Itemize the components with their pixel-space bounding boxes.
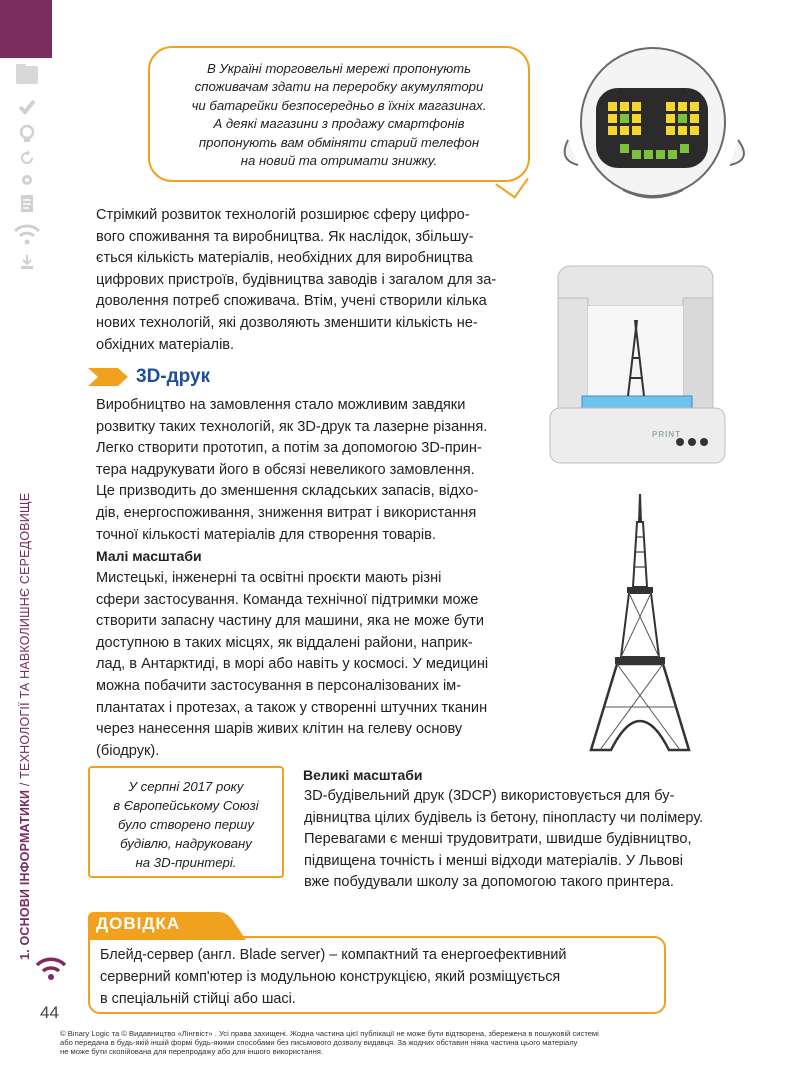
info-speech-bubble [148, 46, 530, 182]
intro-line: вого споживання та виробництва. Як наслідок, збільшу- [96, 228, 474, 245]
small-scale-line: Мистецькі, інженерні та освітні проєкти мають різні [96, 570, 442, 586]
intro-line: цифрових пристроїв, будівництва заводів і загалом для за- [96, 271, 497, 288]
intro-line: обхідних матеріалів. [96, 336, 235, 353]
bubble-line: на новий та отримати знижку. [240, 153, 438, 169]
large-scale-line: вже побудували школу за допомогою такого принтера. [304, 874, 674, 891]
note-line: на 3D-принтері. [135, 855, 237, 870]
intro-line: доволення потреб споживача. Втім, учені створили кілька [96, 293, 487, 310]
eiffel-tower-image [585, 492, 695, 759]
reference-box [88, 936, 666, 1014]
small-scale-line: лад, в Антарктиді, в морі або навіть у космосі. У медицині [96, 656, 489, 673]
small-scale-line: сфери застосування. Команда технічної підтримки може [96, 591, 479, 608]
intro-line: нових технологій, які дозволяють зменшити кількість не- [96, 314, 478, 331]
bubble-line: чи батарейки безпосередньо в їхніх магазинах. [191, 97, 487, 113]
bubble-line: А деякі магазини з продажу смартфонів [213, 116, 465, 132]
reference-line: Блейд-сервер (англ. Blade server) – компактний та енергоефективний [100, 947, 567, 963]
large-scale-line: 3D-будівельний друк (3DCP) використовується для бу- [304, 788, 675, 804]
chapter-title-vertical [18, 493, 32, 960]
reference-line: серверний комп'ютер із модульною конструкцією, який розміщується [100, 969, 561, 985]
note-line: в Європейському Союзі [113, 798, 259, 813]
note-line: було створено першу [118, 817, 254, 832]
small-scale-heading: Малі масштаби [96, 548, 202, 564]
footer-line: або передана в будь-якій іншій формі будь-якими способами без письмового дозволу видавця. За жодних обставин ніяка частина цього матеріалу [60, 1038, 578, 1047]
chapter-title-rest: / ТЕХНОЛОГІЇ ТА НАВКОЛИШНЄ СЕРЕДОВИЩЕ [18, 492, 32, 790]
small-scale-line: створити запасну частину для машини, яка не може бути [96, 613, 485, 630]
reference-title: ДОВІДКА [96, 914, 181, 933]
bulb-icon [12, 124, 42, 147]
footer-line: © Binary Logic та © Видавництво «Лінгвіст» . Усі права захищені. Жодна частина цієї публікації не може бути відтворена, збережена в пошуковій системі [60, 1029, 599, 1038]
small-scale-line: через нанесення шарів живих клітин на гелеву основу [96, 721, 463, 738]
page-number: 44 [40, 1003, 59, 1022]
note-line: будівлю, надруковану [120, 836, 252, 851]
section-line: розвитку таких технологій, як 3D-друк та лазерне різання. [96, 418, 488, 435]
refresh-icon [12, 150, 42, 169]
section-line: Легко створити прототип, а потім за допомогою 3D-прин- [96, 440, 482, 457]
section-line: Це призводить до зменшення складських запасів, відхо- [96, 483, 479, 500]
small-scale-line: плантатах і протезах, а також у створенні штучних тканин [96, 699, 488, 716]
intro-line: ється кількість матеріалів, необхідних для виробництва [96, 250, 473, 267]
bubble-line: споживачам здати на переробку акумулятори [194, 79, 484, 95]
copyright-footer [60, 1029, 750, 1056]
download-icon [12, 254, 42, 273]
section-arrow-icon [88, 368, 130, 386]
large-scale-heading: Великі масштаби [303, 767, 423, 783]
check-icon [12, 98, 42, 119]
section-line: дів, енергоспоживання, зниження витрат і використання [96, 504, 477, 521]
small-scale-paragraph [96, 568, 526, 762]
small-scale-line: (біодрук). [96, 742, 160, 759]
large-scale-line: Перевагами є менші трудовитрати, швидше будівництво, [304, 831, 692, 848]
wifi-logo-icon [34, 955, 68, 986]
printer-label: PRINT [652, 430, 681, 439]
section-3d-paragraph [96, 395, 526, 546]
chapter-corner-tab [0, 0, 52, 58]
footer-line: не може бути скопійована для перепродажу або для іншого використання. [60, 1047, 323, 1056]
small-scale-line: можна побачити застосування в персоналізованих ім- [96, 677, 462, 694]
chapter-title-bold: 1. ОСНОВИ ІНФОРМАТИКИ [18, 789, 32, 960]
intro-paragraph [96, 205, 526, 356]
large-scale-line: дівництва цілих будівель із бетону, пінопласту чи полімеру. [304, 809, 704, 826]
section-line: Виробництво на замовлення стало можливим завдяки [96, 397, 466, 413]
document-icon [12, 194, 42, 217]
bubble-line: пропонують вам обміняти старий телефон [198, 134, 480, 150]
robot-illustration [548, 40, 763, 210]
fact-note-box [88, 766, 284, 878]
3d-printer-illustration [540, 258, 730, 483]
section-line: тера надрукувати його в обсязі невеликого замовлення. [96, 461, 475, 478]
gear-icon [12, 172, 42, 191]
small-scale-line: доступною в таких місцях, як віддалені райони, наприк- [96, 634, 473, 651]
large-scale-paragraph [290, 786, 734, 894]
note-line: У серпні 2017 року [128, 779, 244, 794]
intro-line: Стрімкий розвиток технологій розширює сферу цифро- [96, 207, 470, 223]
folder-icon [12, 62, 42, 89]
reference-line: в спеціальній стійці або шасі. [100, 991, 296, 1007]
large-scale-line: підвищена точність і менші відходи матеріалів. У Львові [304, 852, 684, 869]
wifi-icon [12, 222, 42, 249]
section-line: точної кількості матеріалів для створення товарів. [96, 526, 436, 543]
section-heading-3d-print: 3D-друк [136, 366, 211, 387]
bubble-line: В Україні торговельні мережі пропонують [206, 61, 472, 76]
